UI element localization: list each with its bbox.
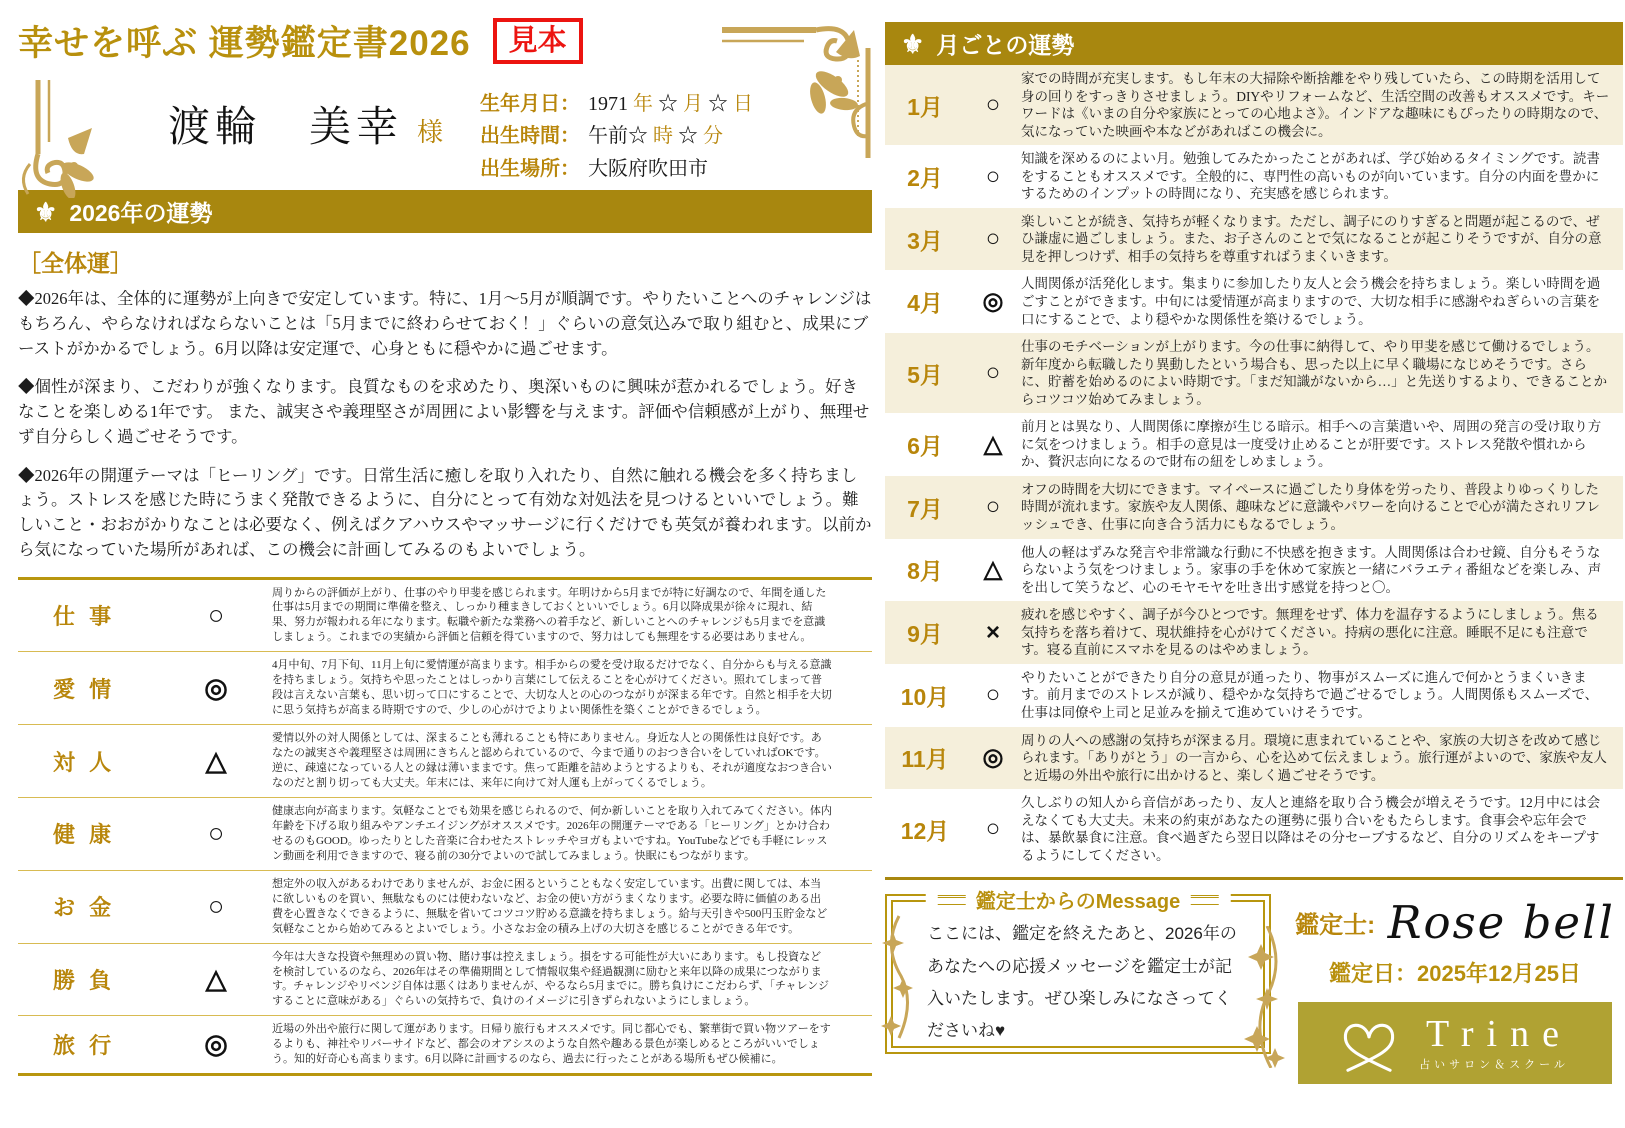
client-name-line	[168, 94, 443, 154]
month-fortune-text: 前月とは異なり、人間関係に摩擦が生じる暗示。相手への言葉遣いや、周囲の発言の受け取り方に気をつけましょう。相手の意見は一度受け止めることが肝要です。ストレス発散や慣れからか、贅沢志向になるので財布の紐をしめましょう。	[1021, 419, 1602, 470]
month-label: 4月	[907, 290, 943, 317]
monthly-fortune-row	[885, 413, 1623, 476]
month-rating-symbol: ◎	[982, 288, 1004, 316]
birth-info	[480, 88, 753, 185]
fortune-table-row	[18, 797, 872, 870]
birth-value-part: 時	[653, 125, 678, 148]
month-fortune-text: 周りの人への感謝の気持ちが深まる月。環境に恵まれていることや、家族の大切さを改めて感じられます。「ありがとう」の一言から、心を込めて伝えましょう。旅行運がよいので、家族や友人と近場の外出や旅行に出かけると、楽しく過ごせそうです。	[1021, 732, 1607, 783]
month-fortune-text: やりたいことができたり自分の意見が通ったり、物事がスムーズに進んで何かとうまくいきます。前月までのストレスが減り、穏やかな気持ちで過ごせるでしょう。人間関係もスムーズで、仕事は同僚や上司と足並みを揃えて進めていけそうです。	[1021, 669, 1599, 720]
heart-ribbon-logo-icon	[1338, 1012, 1400, 1074]
yearly-fortune-banner	[18, 190, 872, 233]
message-area	[885, 891, 1623, 1084]
month-label: 9月	[907, 621, 943, 648]
month-rating-symbol: ○	[985, 815, 1001, 843]
fortune-category-text: 愛情以外の対人関係としては、深まることも薄れることも特にありません。身近な人との関係性は良好です。あなたの誠実さや義理堅さは周囲にきちんと認められているので、今まで通りのおつき合いをしていればOKです。逆に、疎遠になっている人との縁は薄いままです。焦って距離を詰めようとするよりも、それが適度なおつき合いなのだと割り切っても大丈夫。年末には、来年に向けて対人運も上がってくるでしょう。	[272, 732, 833, 789]
fortune-category-label: お 金	[53, 895, 116, 921]
fortune-category-label: 仕 事	[53, 603, 116, 629]
message-box-inner	[891, 891, 1265, 1048]
month-rating-symbol: ×	[985, 618, 1000, 646]
birth-label: 出生時間：	[480, 125, 580, 148]
appraiser-message-box	[885, 891, 1271, 1054]
overall-paragraph: ◆2026年の開運テーマは「ヒーリング」です。日常生活に癒しを取り入れたり、自然に触れる機会を多く持ちましょう。ストレスを感じた時にうまく発散できるように、自分にとって有効な対処法を見つけるといいでしょう。難しいこと・おおがかりなことは必要なく、例えばクアハウスやマッサージに行くだけでも英気が養われます。以前から気になっていた場所があれば、この機会に計画してみるのもよいでしょう。	[18, 465, 872, 559]
appraiser-signature: Rose bell	[1387, 896, 1615, 950]
month-fortune-text: 疲れを感じやすく、調子が今ひとつです。無理をせず、体力を温存するようにしましょう。焦る気持ちを落ち着けて、現状維持を心がけてください。持病の悪化に注意。睡眠不足にも注意です。寝る直前にスマホを見るのはやめましょう。	[1021, 607, 1599, 658]
overall-fortune-heading: ［全体運］	[18, 250, 133, 276]
left-flourish-icon	[16, 80, 136, 198]
fortune-rating-symbol: ○	[207, 818, 225, 849]
fortune-rating-symbol: ○	[207, 891, 225, 922]
month-fortune-text: 久しぶりの知人から音信があったり、友人と連絡を取り合う機会が増えそうです。12月中には会えなくても大丈夫。未来の約束があなたの運勢に張り合いをもたらします。食事会や忘年会では、暴飲暴食に注意。食べ過ぎたら翌日以降はその分セーブするなど、自分のリズムをキープするようにしてください。	[1021, 795, 1601, 863]
fortune-category-text: 4月中旬、7月下旬、11月上旬に愛情運が高まります。相手からの愛を受け取るだけでなく、自分からも与える意識を持ちましょう。気持ちや思ったことはしっかり言葉にして伝えることを心がけてください。照れてしまって普段は言えない言葉も、思い切って口にすることで、大切な人との心のつながりが深まる年です。自然と相手を大切に思う気持ちが高まる時期ですので、少しの心がけでよりよい関係性を築くことができるでしょう。	[272, 659, 832, 717]
month-rating-symbol: ○	[985, 681, 1001, 709]
fortune-rating-symbol: ◎	[204, 1029, 228, 1060]
birth-value-part: 年	[633, 93, 658, 115]
appraiser-label: 鑑定士:	[1295, 912, 1376, 940]
month-label: 2月	[907, 165, 943, 191]
month-rating-symbol: ○	[985, 225, 1001, 253]
fortune-table-row	[18, 1015, 872, 1073]
fortune-category-label: 愛 情	[53, 676, 116, 702]
month-label: 3月	[907, 227, 943, 254]
overall-paragraph: ◆2026年は、全体的に運勢が上向きで安定しています。特に、1月～5月が順調です。やりたいことへのチャレンジはもちろん、やらなければならないことは「5月までに終わらせておく！」ぐらいの意気込みで取り組むと、成果にブーストがかかるでしょう。6月以降は安定運で、心身ともに穏やかに過ごせます。	[18, 289, 872, 358]
fortune-table	[18, 577, 872, 1077]
fortune-rating-symbol: ○	[207, 599, 225, 630]
client-honorific: 様	[417, 118, 444, 147]
fortune-category-label: 旅 行	[53, 1033, 116, 1059]
fortune-table-row	[18, 870, 872, 943]
vine-flourish-icon	[1237, 926, 1289, 1068]
monthly-fortune-row	[885, 65, 1623, 145]
overall-paragraph: ◆個性が深まり、こだわりが強くなります。良質なものを求めたり、奥深いものに興味が惹かれるでしょう。好きなことを楽しめる1年です。 また、誠実さや義理堅さが周囲によい影響を与えます。評価や信頼感が上がり、無理せず自分らしく過ごせそうです。	[18, 377, 870, 446]
sample-stamp: 見本	[493, 18, 583, 64]
monthly-fortune-row	[885, 270, 1623, 333]
vine-flourish-icon	[881, 912, 915, 1042]
month-label: 7月	[907, 495, 943, 522]
birth-row	[480, 120, 753, 152]
monthly-banner-label: 月ごとの運勢	[936, 32, 1075, 58]
monthly-fortune-row	[885, 664, 1623, 727]
month-fortune-text: 仕事のモチベーションが上がります。今の仕事に納得して、やり甲斐を感じて働けるでしょう。新年度から転職したり異動したという場合も、思った以上に早く職場になじめそうです。さらに、貯蓄を始めるのによい時期です。「まだ知識がないから…」と先送りするより、できることからコツコツ始めてみましょう。	[1021, 339, 1608, 407]
fortune-category-label: 対 人	[53, 749, 116, 775]
monthly-fortune-row	[885, 539, 1623, 602]
monthly-fortune-row	[885, 145, 1623, 208]
fortune-rating-symbol: △	[205, 745, 227, 776]
message-box-title: 鑑定士からのMessage	[926, 885, 1231, 914]
monthly-fortune-row	[885, 727, 1623, 790]
monthly-fortune-banner	[885, 22, 1623, 65]
month-rating-symbol: △	[983, 431, 1003, 459]
monthly-fortune-row	[885, 601, 1623, 664]
fortune-table-row	[18, 724, 872, 797]
monthly-fortune-row	[885, 333, 1623, 413]
month-label: 1月	[907, 93, 943, 120]
fortune-category-text: 周りからの評価が上がり、仕事のやり甲斐を感じられます。年明けから5月までが特に好調なので、年間を通した仕事は5月までの期間に準備を整え、しっかり種まきしておくといいでしょう。6月以降成果が徐々に現れ、結果、努力が報われる年になります。転職や新たな業務への着手など、新しいことへのチャレンジも5月までを意識しましょう。これまでの実績から評価と信頼を得ていますので、努力はしても無理をする必要はありません。	[272, 586, 827, 644]
month-fortune-text: 知識を深めるのによい月。勉強してみたかったことがあれば、学び始めるタイミングです。読書をすることもオススメです。全般的に、専門性の高いものが向いています。自分の内面を豊かにするためのインプットの時間になり、充実感を感じられます。	[1021, 151, 1600, 202]
salon-subtitle: 占いサロン＆スクール	[1419, 1059, 1569, 1072]
appraisal-date: 鑑定日：2025年12月25日	[1329, 961, 1581, 987]
fortune-rating-symbol: △	[205, 963, 227, 994]
salon-name: Trine	[1426, 1013, 1572, 1056]
right-column	[885, 0, 1623, 1084]
month-rating-symbol: ◎	[982, 744, 1004, 772]
client-name: 渡輪 美幸	[168, 105, 404, 151]
month-rating-symbol: ○	[985, 91, 1001, 119]
birth-value-part: 日	[733, 93, 753, 115]
fortune-table-row	[18, 943, 872, 1016]
month-fortune-text: 人間関係が活発化します。集まりに参加したり友人と会う機会を持ちましょう。楽しい時間を過ごすことができます。中旬には愛情運が高まりますので、大切な相手に感謝やねぎらいの言葉を口にすることで、より穏やかな関係性を築けるでしょう。	[1021, 276, 1601, 327]
month-fortune-text: 家での時間が充実します。もし年末の大掃除や断捨離をやり残していたら、この時期を活用して身の回りをすっきりさせましょう。DIYやリフォームなど、生活空間の改善もオススメです。キーワードは《いまの自分や家族にとっての心地よさ》。インドアな趣味にもぴったりの時期なので、気になっていた映画や本などがあればこの機会に。	[1021, 71, 1610, 139]
divider-line	[885, 877, 1623, 880]
appraiser-line	[1287, 896, 1623, 949]
fortune-category-text: 健康志向が高まります。気軽なことでも効果を感じられるので、何か新しいことを取り入れてみてください。体内年齢を下げる取り組みやアンチエイジングがオススメです。2026年の開運テーマである「ヒーリング」とかけ合わせるのもGOOD。ゆったりとした音楽に合わせたストレッチやヨガもよいですね。YouTubeなどでも手軽にレッスン動画を利用できますので、寝る前の30分でよいので試してみましょう。快眠にもつながります。	[272, 804, 832, 862]
birth-row	[480, 88, 753, 120]
fortune-category-label: 健 康	[53, 822, 116, 848]
month-label: 12月	[900, 817, 950, 844]
birth-label: 出生場所：	[480, 157, 580, 180]
month-label: 6月	[907, 433, 943, 460]
monthly-fortune-row	[885, 476, 1623, 539]
fortune-category-text: 近場の外出や旅行に関して運があります。日帰り旅行もオススメです。同じ都心でも、繁華街で買い物ツアーをするよりも、神社やリバーサイドなど、都会のオアシスのような自然や趣ある景色が楽しめるところがいいでしょう。知的好奇心も高まります。6月以降に計画するのなら、過去に行ったことがある場所もぜひ候補に。	[272, 1023, 831, 1066]
fortune-category-text: 想定外の収入があるわけでありませんが、お金に困るということもなく安定しています。出費に関しては、本当に欲しいものを買い、無駄なものには使わないなど、お金の使い方がうまくなります。必要な時に価値のある出費を心置きなくできるように、無駄を省いてコツコツ貯める意識を持ちましょう。給与天引きや500円玉貯金など気軽なことから始めてみるとよいでしょう。小さなお金の積み上げの大切さを感じることができる年です。	[272, 877, 828, 935]
month-label: 5月	[907, 361, 943, 388]
monthly-fortune-row	[885, 789, 1623, 869]
month-fortune-text: 他人の軽はずみな発言や非常識な行動に不快感を抱きます。人間関係は合わせ鏡、自分もそうならないよう気をつけましょう。家事の手を休めて家族と一緒にバラエティ番組などを楽しみ、声を出して笑うなど、心のモヤモヤを吐き出す感覚を持つと〇。	[1021, 544, 1602, 595]
fortune-table-row	[18, 580, 872, 652]
birth-value-part: 月	[683, 93, 708, 115]
month-label: 8月	[907, 558, 943, 585]
birth-value-part: ☆	[708, 93, 733, 115]
birth-value-part: 午前☆	[588, 125, 653, 148]
monthly-fortune-row	[885, 208, 1623, 271]
fleur-de-lis-icon: ⚜	[34, 196, 58, 227]
month-rating-symbol: ○	[985, 493, 1001, 521]
month-fortune-text: オフの時間を大切にできます。マイペースに過ごしたり身体を労ったり、普段よりゆっくりした時間が流れます。家族や友人関係、趣味などに意識やパワーを向けることで心が満たされリフレッシュでき、仕事に向き合う活力にもなるでしょう。	[1021, 481, 1600, 533]
fortune-category-text: 今年は大きな投資や無理めの買い物、賭け事は控えましょう。損をする可能性が大いにあります。もし投資などを検討しているのなら、2026年はその準備期間として情報収集や経過観測に励むと来年以降の成果につながります。チャレンジやリベンジ自体は悪くはありませんが、やるなら5月までに。勝ち負けにこだわらず、「チャレンジすることに意味がある」ぐらいの気持ちで、負けのイメージに引きずられないようにしましょう。	[272, 950, 829, 1008]
month-fortune-text: 楽しいことが続き、気持ちが軽くなります。ただし、調子にのりすぎると問題が起こるので、ぜひ謙虚に過ごしましょう。また、お子さんのことで気になることが起こりそうですが、自分の意見を押しつけず、相手の気持ちを尊重すればうまくいきます。	[1021, 213, 1602, 264]
month-label: 11月	[901, 746, 949, 773]
birth-value-part: 1971	[588, 93, 633, 115]
month-rating-symbol: △	[983, 556, 1003, 584]
birth-value-part: ☆	[658, 93, 683, 115]
page-title: 幸せを呼ぶ 運勢鑑定書2026	[18, 24, 471, 63]
fortune-table-row	[18, 651, 872, 724]
appraiser-block	[1287, 894, 1623, 1084]
yearly-banner-label: 2026年の運勢	[69, 200, 213, 226]
birth-value-part: ☆	[678, 125, 703, 148]
fleur-de-lis-icon: ⚜	[901, 28, 925, 59]
message-body: ここには、鑑定を終えたあと、2026年のあなたへの応援メッセージを鑑定士が記入いたします。ぜひ楽しみになさってくださいね♥	[927, 924, 1237, 1041]
birth-value-part: 大阪府吹田市	[588, 157, 708, 180]
fortune-rating-symbol: ◎	[204, 672, 228, 703]
birth-row	[480, 153, 753, 185]
month-rating-symbol: ○	[985, 162, 1001, 190]
salon-logo-text	[1416, 1014, 1572, 1072]
fortune-category-label: 勝 負	[53, 967, 116, 993]
birth-label: 生年月日：	[480, 93, 580, 115]
month-rating-symbol: ○	[985, 359, 1001, 387]
birth-value-part: 分	[703, 125, 723, 148]
month-label: 10月	[900, 683, 950, 710]
monthly-rows	[885, 65, 1623, 869]
salon-logo	[1298, 1002, 1612, 1084]
overall-paragraphs	[18, 287, 872, 563]
document-header	[18, 8, 872, 190]
